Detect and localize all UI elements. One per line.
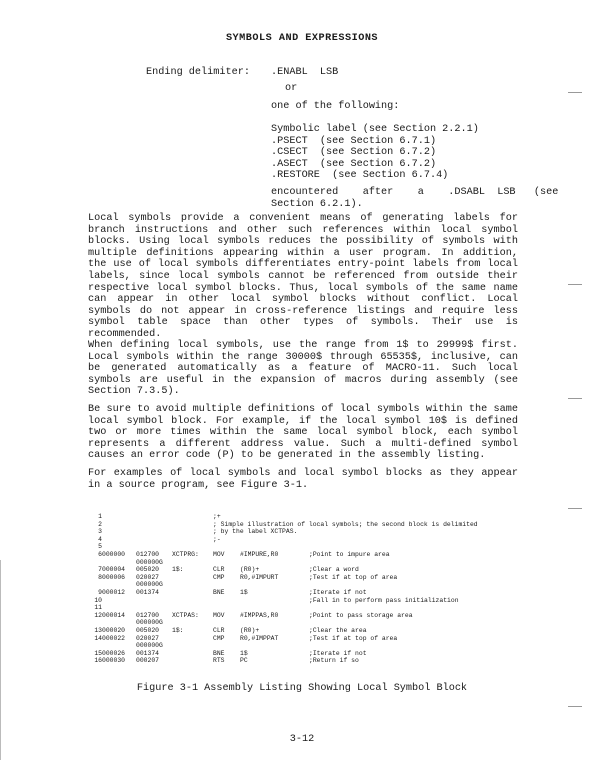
encountered-line: Section 6.2.1).: [271, 198, 363, 210]
listing-l: XCTPRG:: [172, 550, 199, 558]
listing-op: BNE: [213, 649, 225, 657]
listing-n: 15: [94, 649, 102, 657]
figure-caption: Figure 3-1 Assembly Listing Showing Local Symbol Block: [136, 683, 468, 694]
listing-arg: 1$: [240, 588, 248, 596]
paragraph-examples-ref: [88, 468, 518, 491]
listing-a: 000012: [102, 588, 126, 596]
text-line: two or more times within the same local symbol block, each symbol: [88, 427, 518, 439]
listing-n: 6: [98, 550, 102, 558]
text-line: be generated automatically as a feature of MACRO-11. Such local: [88, 363, 518, 375]
listing-w: 000000G: [136, 642, 163, 650]
text-line: respective local symbol blocks. Thus, local symbols of the same name: [88, 282, 518, 294]
paragraph-defining-range: [88, 340, 518, 398]
listing-a: 000026: [102, 649, 126, 657]
text-line: symbol table space than other types of symbols. Their use is: [88, 317, 518, 329]
text-line: labels, since local symbols cannot be referenced from outside their: [88, 270, 518, 282]
listing-n: 11: [94, 604, 102, 612]
margin-mark: [568, 284, 582, 285]
delimiter-option: .PSECT (see Section 6.7.1): [271, 135, 437, 147]
text-line: When defining local symbols, use the range from 1$ to 29999$ first.: [88, 340, 518, 351]
listing-arg: #IMPURE,R0: [240, 550, 279, 558]
page-title: SYMBOLS AND EXPRESSIONS: [225, 33, 379, 44]
text-line: symbols are useful in the expansion of macros during assembly (see: [88, 374, 518, 386]
text-line: For examples of local symbols and local symbol blocks as they appear: [88, 468, 518, 479]
listing-arg: 1$: [240, 649, 248, 657]
listing-l: 1$:: [172, 566, 184, 574]
listing-w: 005020: [136, 626, 160, 634]
listing-op: ; by the label XCTPAS.: [213, 528, 298, 536]
delimiter-option: Symbolic label (see Section 2.2.1): [271, 124, 479, 135]
paragraph-multiple-definitions: [88, 404, 518, 462]
listing-n: 4: [98, 535, 102, 543]
listing-n: 5: [98, 543, 102, 551]
listing-w: 005020: [136, 566, 160, 574]
margin-mark: [568, 92, 582, 93]
listing-w: 000000G: [136, 619, 163, 627]
listing-c: ;Test if at top of area: [309, 634, 398, 642]
delimiter-option: .CSECT (see Section 6.7.2): [271, 147, 437, 158]
enabl-directive: .ENABL LSB: [271, 67, 339, 78]
listing-w: 000207: [136, 657, 160, 665]
listing-a: 000020: [102, 626, 126, 634]
listing-a: 000014: [102, 611, 126, 619]
listing-l: 1$:: [172, 626, 184, 634]
listing-n: 2: [98, 520, 102, 528]
listing-n: 1: [98, 513, 102, 520]
listing-l: XCTPAS:: [172, 611, 199, 619]
text-line: causes an error code (P) to be generated in the assembly listing.: [88, 450, 486, 462]
listing-op: ; Simple illustration of local symbols; the second block is delimited: [213, 520, 478, 528]
listing-op: CLR: [213, 626, 225, 634]
listing-arg: R0,#IMPURT: [240, 573, 279, 581]
one-of-following: one of the following:: [271, 101, 400, 112]
margin-mark: [568, 508, 582, 509]
listing-n: 10: [94, 596, 102, 604]
listing-arg: (R0)+: [240, 566, 260, 574]
listing-c: ;Iterate if not: [309, 649, 367, 657]
listing-op: RTS: [213, 657, 225, 665]
listing-arg: PC: [240, 657, 248, 665]
listing-n: 8: [98, 573, 102, 581]
text-line: the use of local symbols differentiates entry-point labels from local: [88, 259, 518, 271]
listing-w: 020027: [136, 634, 160, 642]
listing-op: MOV: [213, 611, 225, 619]
listing-w: 001374: [136, 588, 160, 596]
listing-op: CLR: [213, 566, 225, 574]
listing-c: ;Fall in to perform pass initialization: [309, 596, 459, 604]
listing-n: 3: [98, 528, 102, 536]
text-line: multiple definitions appearing within a user program. In addition,: [88, 247, 518, 259]
text-line: Local symbols within the range 30000$ through 65535$, inclusive, can: [88, 351, 518, 363]
listing-a: 000022: [102, 634, 126, 642]
paragraph-local-symbols: [88, 213, 518, 341]
listing-c: ;Test if at top of area: [309, 573, 398, 581]
ending-delimiter-label: Ending delimiter:: [146, 67, 250, 78]
listing-n: 9: [98, 588, 102, 596]
listing-op: ;+: [213, 513, 221, 520]
listing-w: 001374: [136, 649, 160, 657]
text-line: Be sure to avoid multiple definitions of local symbols within the same: [88, 404, 518, 415]
encountered-line: encountered after a .DSABL LSB (see: [271, 187, 559, 198]
listing-w: 012700: [136, 550, 160, 558]
text-line: Section 7.3.5).: [88, 386, 180, 398]
listing-w: 012700: [136, 611, 160, 619]
text-line: in a source program, see Figure 3-1.: [88, 479, 309, 491]
listing-n: 16: [94, 657, 102, 665]
listing-op: CMP: [213, 573, 225, 581]
page-number: 3-12: [289, 734, 315, 745]
listing-c: ;Point to pass storage area: [309, 611, 413, 619]
listing-c: ;Point to impure area: [309, 550, 390, 558]
listing-arg: (R0)+: [240, 626, 260, 634]
listing-op: BNE: [213, 588, 225, 596]
listing-a: 000000: [102, 550, 126, 558]
text-line: branch instructions and other such references within local symbol: [88, 224, 518, 236]
listing-c: ;Clear the area: [309, 626, 367, 634]
text-line: represents a different address value. Such a multi-defined symbol: [88, 438, 518, 450]
scan-edge: [0, 560, 1, 760]
listing-a: 000006: [102, 573, 126, 581]
delimiter-option: .ASECT (see Section 6.7.2): [271, 158, 437, 170]
margin-mark: [568, 706, 582, 707]
listing-op: MOV: [213, 550, 225, 558]
delimiter-option: .RESTORE (see Section 6.7.4): [271, 170, 449, 181]
listing-n: 14: [94, 634, 102, 642]
text-line: blocks. Using local symbols reduces the possibility of symbols with: [88, 236, 518, 248]
listing-n: 7: [98, 566, 102, 574]
listing-a: 000030: [102, 657, 126, 665]
listing-c: ;Iterate if not: [309, 588, 367, 596]
or-text: or: [285, 83, 298, 94]
listing-c: ;Clear a word: [309, 566, 359, 574]
text-line: local symbol block. For example, if the local symbol 10$ is defined: [88, 415, 518, 427]
listing-a: 000004: [102, 566, 126, 574]
listing-op: ;-: [213, 535, 221, 543]
listing-n: 13: [94, 626, 102, 634]
listing-c: ;Return if so: [309, 657, 359, 665]
margin-mark: [568, 398, 582, 399]
text-line: recommended.: [88, 328, 162, 340]
listing-w: 000000G: [136, 581, 163, 589]
listing-arg: #IMPPAS,R0: [240, 611, 279, 619]
text-line: symbols do not appear in cross-reference listings and require less: [88, 305, 518, 317]
listing-arg: R0,#IMPPAT: [240, 634, 279, 642]
listing-w: 020027: [136, 573, 160, 581]
text-line: can appear in other local symbol blocks without conflict. Local: [88, 294, 518, 306]
listing-op: CMP: [213, 634, 225, 642]
listing-n: 12: [94, 611, 102, 619]
text-line: Local symbols provide a convenient means of generating labels for: [88, 213, 518, 224]
listing-w: 000000G: [136, 558, 163, 566]
